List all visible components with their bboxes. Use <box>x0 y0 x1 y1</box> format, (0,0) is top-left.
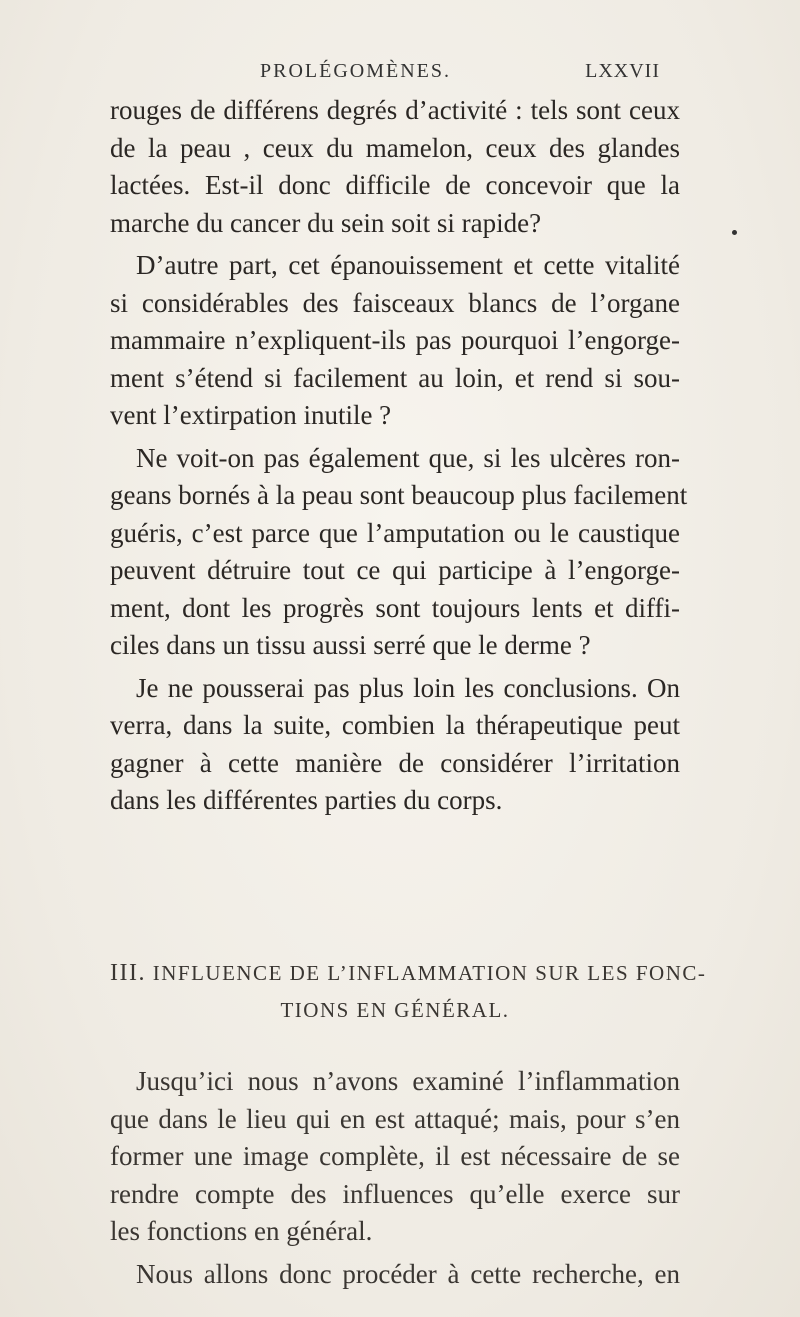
text-line: dans les différentes parties du corps. <box>110 785 503 815</box>
text-line: marche du cancer du sein soit si rapide? <box>110 207 542 238</box>
text-line: vent l’extirpation inutile ? <box>110 400 392 430</box>
ink-speck <box>732 230 737 235</box>
text-line: Jusqu’ici nous n’avons examiné l’inflammation <box>136 1066 680 1096</box>
text-line: de la peau , ceux du mamelon, ceux des glandes <box>110 132 680 163</box>
text-line: Ne voit-on pas également que, si les ulcères ron- <box>136 442 680 473</box>
text-line: lactées. Est-il donc difficile de concevoir que la <box>110 170 680 200</box>
page-number: LXXVII <box>585 60 660 82</box>
text-line: mammaire n’expliquent-ils pas pourquoi l’engorge- <box>110 325 680 355</box>
text-line: ciles dans un tissu aussi serré que le derme ? <box>110 630 591 660</box>
running-title: PROLÉGOMÈNES. <box>260 60 452 82</box>
section-heading <box>110 960 707 1036</box>
running-header <box>260 60 660 90</box>
paragraph <box>110 440 688 665</box>
text-line: D’autre part, cet épanouissement et cette vitalité <box>136 250 680 280</box>
text-line: Nous allons donc procéder à cette recherche, en <box>136 1258 680 1289</box>
text-line: peuvent détruire tout ce qui participe à l’engorge- <box>110 555 680 585</box>
text-line: rendre compte des influences qu’elle exerce sur <box>110 1178 680 1209</box>
section-heading-text: INFLUENCE DE L’INFLAMMATION SUR LES FONC- <box>152 961 707 985</box>
text-line: que dans le lieu qui en est attaqué; mais, pour s’en <box>110 1103 680 1134</box>
section-number: III. <box>110 960 146 986</box>
text-line: verra, dans la suite, combien la thérapeutique peut <box>110 710 680 740</box>
text-line: gagner à cette manière de considérer l’irritation <box>110 747 680 778</box>
paragraph <box>110 1256 680 1294</box>
text-line: geans bornés à la peau sont beaucoup plus facilement <box>110 480 688 510</box>
paragraph <box>110 92 680 242</box>
text-line: former une image complète, il est nécessaire de se <box>110 1141 680 1171</box>
section-heading-line: TIONS EN GÉNÉRAL. <box>280 998 510 1022</box>
text-line: si considérables des faisceaux blancs de l’organe <box>110 287 680 318</box>
text-line: ment, dont les progrès sont toujours lents et diffi- <box>110 592 680 623</box>
text-line: rouges de différens degrés d’activité : tels sont ceux <box>110 95 680 125</box>
paragraph <box>110 1063 680 1251</box>
text-line: ment s’étend si facilement au loin, et rend si sou- <box>110 362 680 393</box>
text-line: Je ne pousserai pas plus loin les conclusions. On <box>136 672 680 703</box>
main-text-continued <box>110 1063 680 1293</box>
paragraph <box>110 670 680 820</box>
text-line: guéris, c’est parce que l’amputation ou le caustique <box>110 517 680 548</box>
main-text <box>110 92 688 820</box>
section-heading-line <box>110 960 707 998</box>
text-line: les fonctions en général. <box>110 1216 373 1246</box>
paragraph <box>110 247 680 435</box>
